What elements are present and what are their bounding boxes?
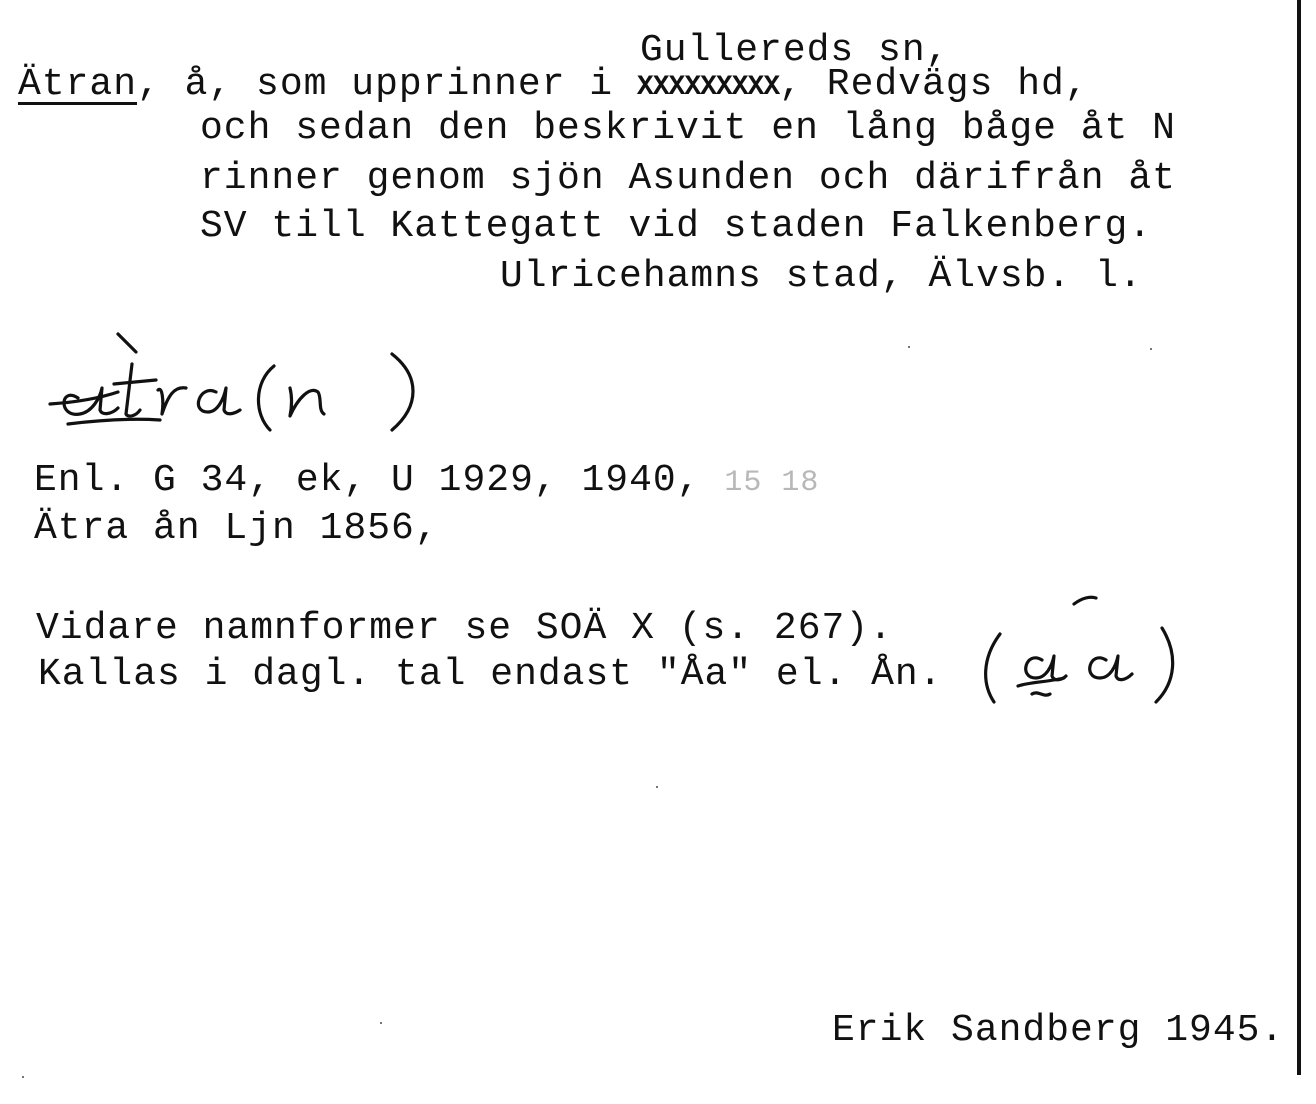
sources-line-1-text: Enl. G 34, ek, U 1929, 1940, bbox=[34, 459, 701, 502]
location-line: Ulricehamns stad, Älvsb. l. bbox=[500, 255, 1143, 298]
card-edge-line bbox=[1297, 0, 1301, 1075]
faint-annotation: 15 18 bbox=[724, 466, 820, 500]
scan-speck bbox=[908, 346, 910, 348]
struck-out-word: XXXXXXXXX bbox=[636, 72, 780, 103]
definition-line-1 bbox=[18, 63, 1089, 106]
sources-line-1 bbox=[34, 459, 820, 502]
handwritten-colloquial bbox=[978, 598, 1188, 710]
headword: Ätran bbox=[18, 63, 138, 106]
definition-line-4: SV till Kattegatt vid staden Falkenberg. bbox=[200, 205, 1153, 248]
definition-line-3: rinner genom sjön Asunden och därifrån åt bbox=[200, 157, 1176, 200]
more-forms-line: Vidare namnformer se SOÄ X (s. 267). bbox=[36, 607, 893, 650]
scan-speck bbox=[22, 1076, 24, 1078]
signature: Erik Sandberg 1945. bbox=[832, 1009, 1285, 1052]
sources-line-2: Ätra ån Ljn 1856, bbox=[34, 507, 439, 550]
scan-speck bbox=[1150, 348, 1152, 350]
definition-line-2: och sedan den beskrivit en lång båge åt N bbox=[200, 107, 1176, 150]
colloquial-line: Kallas i dagl. tal endast "Åa" el. Ån. bbox=[38, 653, 943, 696]
scan-speck bbox=[380, 1022, 382, 1024]
handwritten-pronunciation bbox=[40, 326, 430, 436]
inserted-parish-text: Gullereds sn, bbox=[640, 29, 950, 72]
definition-line-1-rest: , å, som upprinner i bbox=[137, 63, 637, 106]
definition-line-1-end: , Redvägs hd, bbox=[779, 63, 1089, 106]
scan-speck bbox=[656, 786, 658, 788]
